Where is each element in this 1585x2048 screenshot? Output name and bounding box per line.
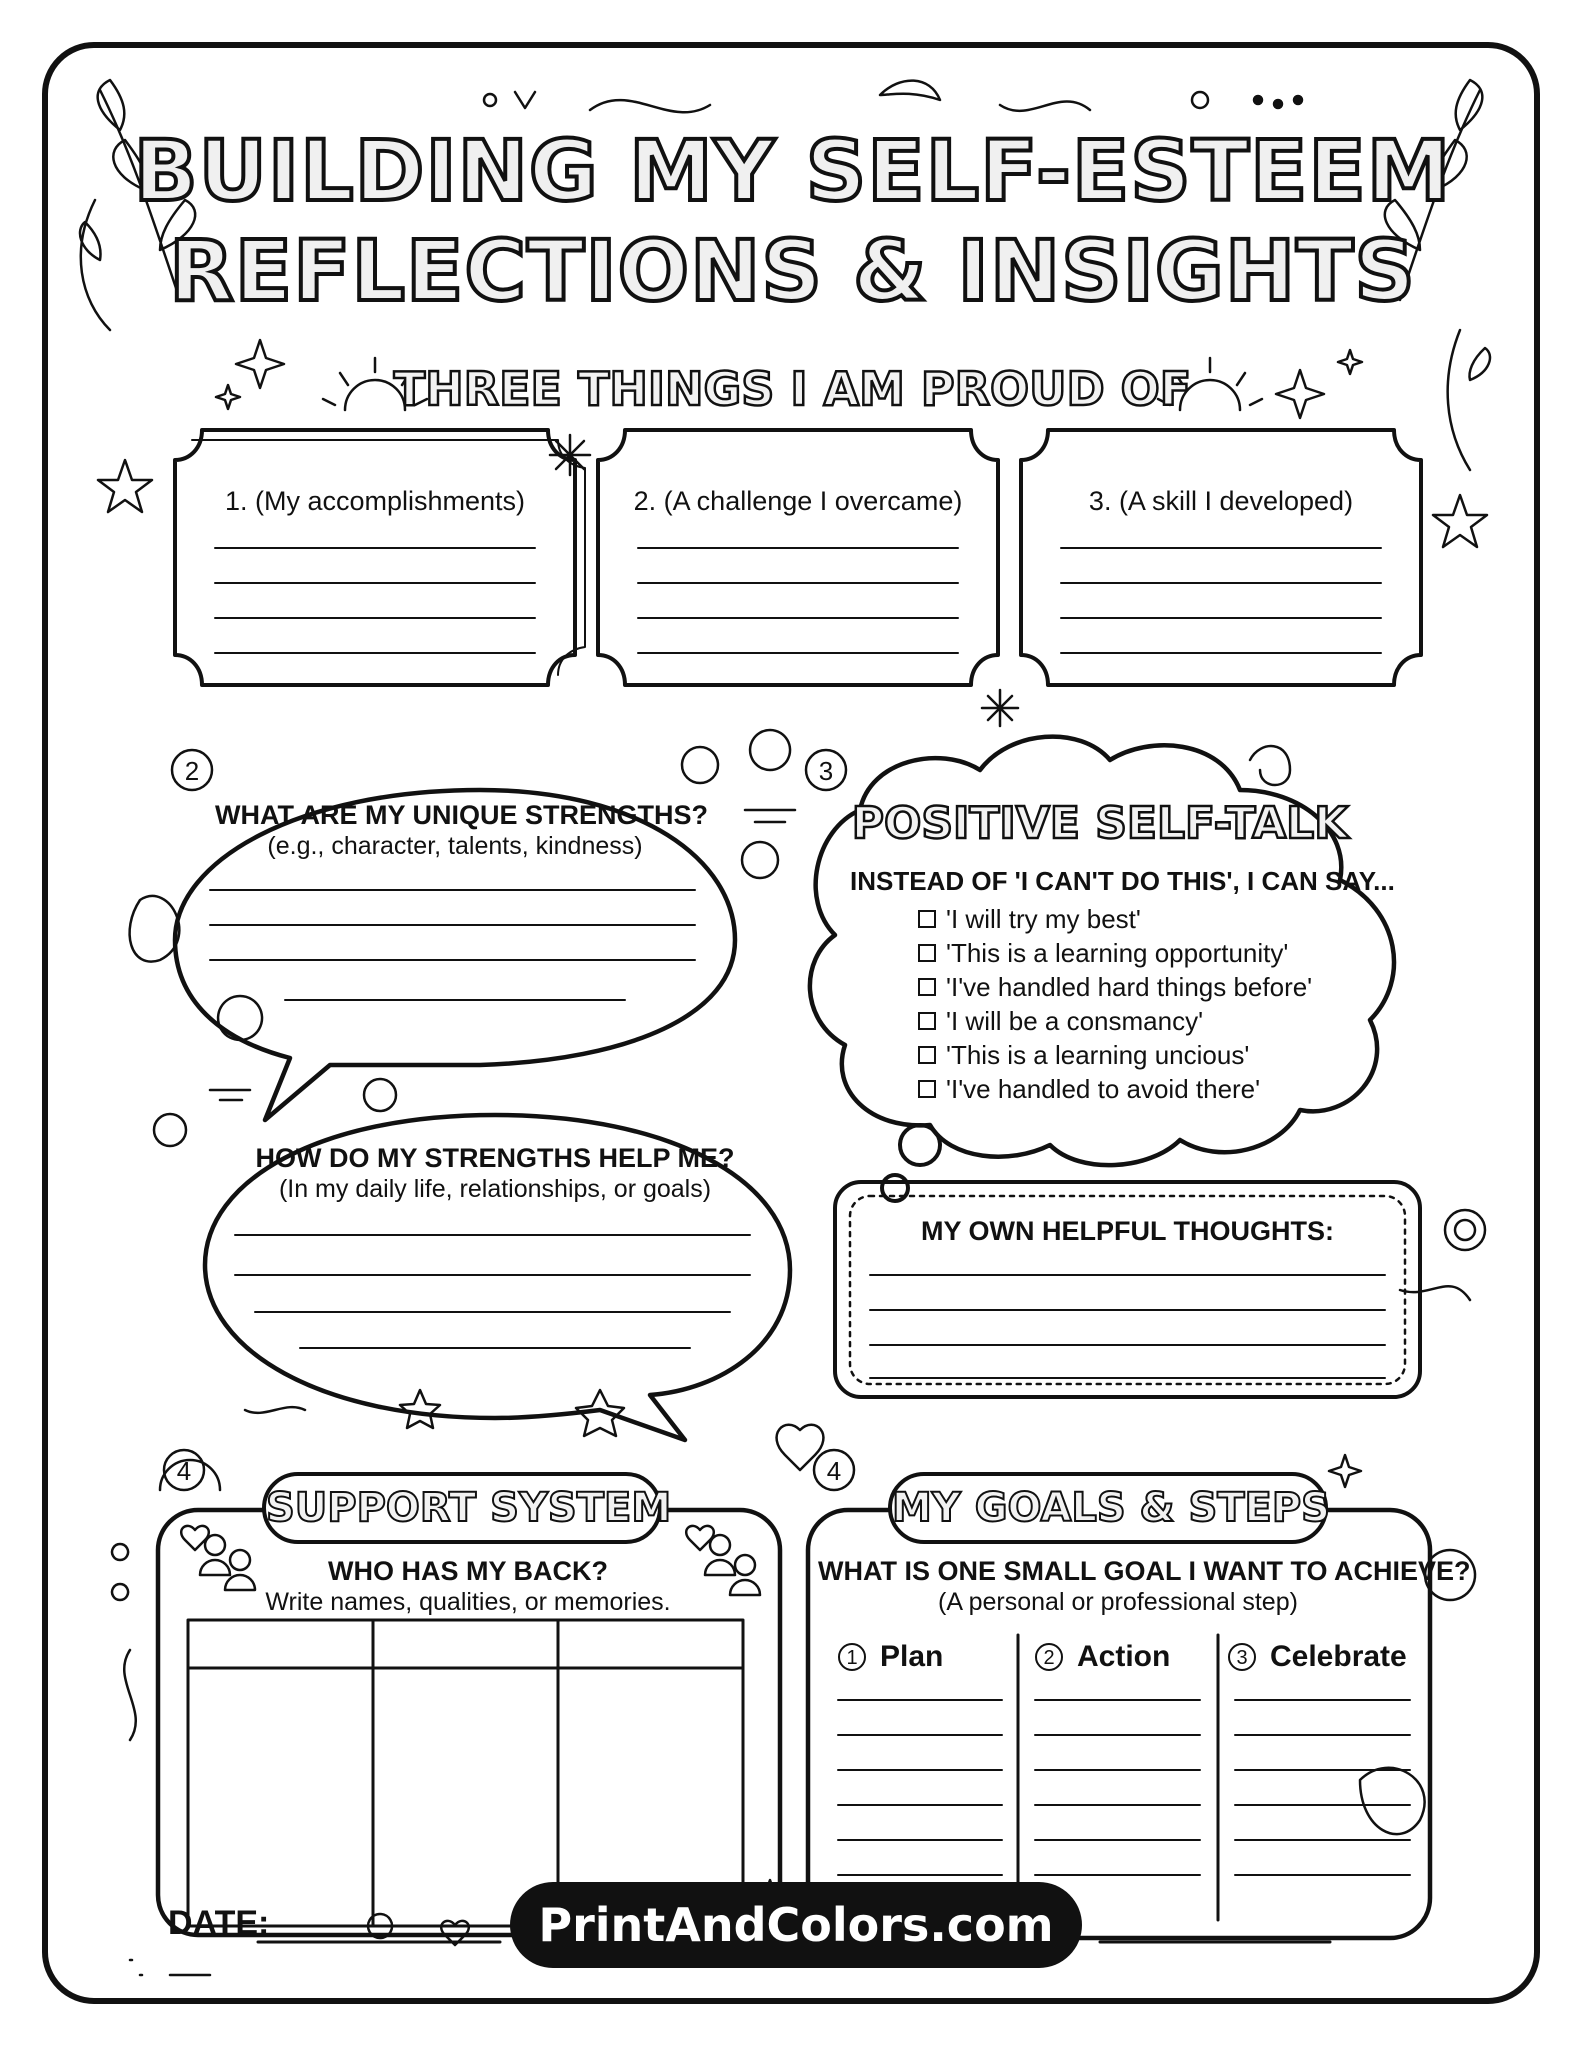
self-talk-checklist (918, 902, 1312, 1106)
page-title-line-1: BUILDING MY SELF-ESTEEM (133, 122, 1452, 220)
proud-section-heading: THREE THINGS I AM PROUD OF (393, 362, 1192, 416)
support-hint: Write names, qualities, or memories. (265, 1588, 671, 1616)
goals-column-label: Celebrate (1270, 1640, 1407, 1673)
goals-hint: (A personal or professional step) (938, 1588, 1298, 1616)
step-number-badge: 1 (838, 1643, 866, 1671)
strengths-help-hint: (In my daily life, relationships, or goals) (278, 1175, 712, 1203)
section-number-goals: 4 (826, 1456, 842, 1486)
checkbox-icon[interactable] (918, 1046, 936, 1064)
checkbox-icon[interactable] (918, 1012, 936, 1030)
step-number-badge: 2 (1035, 1643, 1063, 1671)
self-talk-option[interactable] (918, 902, 1312, 936)
checkbox-icon[interactable] (918, 944, 936, 962)
self-talk-option-text: 'I've handled hard things before' (946, 972, 1313, 1002)
self-talk-option-text: 'This is a learning opportunity' (946, 938, 1289, 968)
date-label: DATE: (168, 1904, 270, 1942)
self-talk-option-text: 'I will try my best' (946, 904, 1141, 934)
page-title-line-2: REFLECTIONS & INSIGHTS (169, 222, 1416, 320)
self-talk-subtitle: INSTEAD OF 'I CAN'T DO THIS', I CAN SAY... (850, 866, 1395, 896)
proud-card-2-label: 2. (A challenge I overcame) (633, 486, 963, 516)
self-talk-option-text: 'I've handled to avoid there' (946, 1074, 1261, 1104)
self-talk-option-text: 'This is a learning uncious' (946, 1040, 1250, 1070)
support-question: WHO HAS MY BACK? (328, 1556, 608, 1586)
self-talk-option[interactable] (918, 1004, 1312, 1038)
brand-badge: PrintAndColors.com (510, 1882, 1082, 1968)
checkbox-icon[interactable] (918, 1080, 936, 1098)
goals-title: MY GOALS & STEPS (888, 1472, 1328, 1544)
self-talk-title: POSITIVE SELF-TALK (851, 798, 1349, 849)
checkbox-icon[interactable] (918, 910, 936, 928)
goals-column-label: Plan (880, 1640, 944, 1673)
proud-card-1-label: 1. (My accomplishments) (224, 486, 526, 516)
goals-column-label: Action (1077, 1640, 1171, 1673)
support-system-title: SUPPORT SYSTEM (262, 1472, 662, 1544)
strengths-help-question: HOW DO MY STRENGTHS HELP ME? (255, 1143, 735, 1173)
section-number-strengths: 2 (184, 756, 200, 786)
step-number-badge: 3 (1228, 1643, 1256, 1671)
strengths-question: WHAT ARE MY UNIQUE STRENGTHS? (215, 800, 709, 830)
self-talk-option[interactable] (918, 1038, 1312, 1072)
goals-column-plan (838, 1640, 943, 1674)
goals-column-action (1035, 1640, 1170, 1674)
goals-question: WHAT IS ONE SMALL GOAL I WANT TO ACHIEVE? (818, 1556, 1471, 1586)
section-number-self-talk: 3 (818, 756, 834, 786)
checkbox-icon[interactable] (918, 978, 936, 996)
section-number-support: 4 (176, 1456, 192, 1486)
proud-card-3-label: 3. (A skill I developed) (1088, 486, 1354, 516)
self-talk-option[interactable] (918, 970, 1312, 1004)
strengths-hint: (e.g., character, talents, kindness) (267, 832, 643, 860)
helpful-thoughts-title: MY OWN HELPFUL THOUGHTS: (921, 1216, 1334, 1246)
goals-column-celebrate (1228, 1640, 1407, 1674)
self-talk-option[interactable] (918, 1072, 1312, 1106)
self-talk-option-text: 'I will be a consmancy' (946, 1006, 1204, 1036)
self-talk-option[interactable] (918, 936, 1312, 970)
